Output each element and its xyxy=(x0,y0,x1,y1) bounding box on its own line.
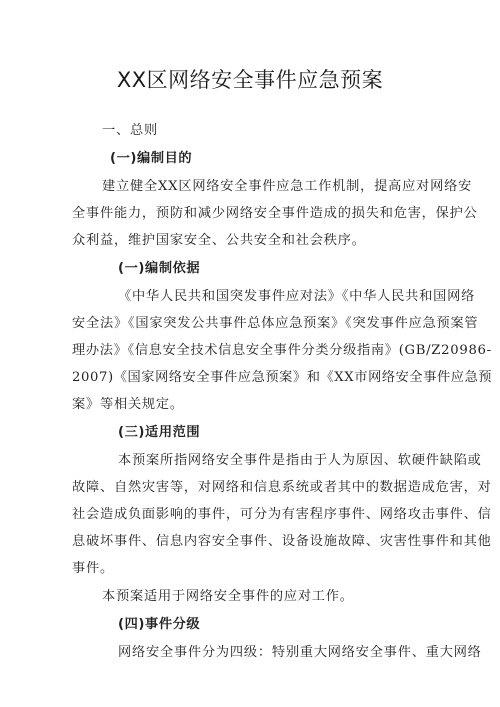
scope-line-4: 息破坏事件、信息内容安全事件、设备设施故障、灾害性事件和其他 xyxy=(72,534,492,549)
grading-line-1: 网络安全事件分为四级：特别重大网络安全事件、重大网络 xyxy=(118,645,482,660)
purpose-line-2: 全事件能力，预防和减少网络安全事件造成的损失和危害，保护公 xyxy=(72,206,478,221)
basis-line-3: 理办法》《信息安全技术信息安全事件分类分级指南》(GB/Z20986- xyxy=(72,343,492,358)
scope-line-2: 故障、自然灾害等，对网络和信息系统或者其中的数据造成危害，对 xyxy=(72,480,492,495)
scope-line-3: 社会造成负面影响的事件，可分为有害程序事件、网络攻击事件、信 xyxy=(72,507,492,522)
document-title: XX区网络安全事件应急预案 xyxy=(116,68,384,92)
subsection-heading-purpose: (一)编制目的 xyxy=(110,151,193,166)
subsection-heading-grading: (四)事件分级 xyxy=(118,617,201,632)
basis-line-2: 安全法》《国家突发公共事件总体应急预案》《突发事件应急预案管 xyxy=(72,316,479,331)
basis-line-4: 2007)《国家网络安全事件应急预案》和《XX市网络安全事件应急预 xyxy=(72,370,493,385)
scope-line-5: 事件。 xyxy=(72,561,114,576)
purpose-line-1: 建立健全XX区网络安全事件应急工作机制，提高应对网络安 xyxy=(102,179,473,194)
basis-line-1: 《中华人民共和国突发事件应对法》《中华人民共和国网络 xyxy=(118,289,476,304)
basis-line-5: 案》等相关规定。 xyxy=(72,397,184,412)
subsection-heading-basis: (一)编制依据 xyxy=(118,261,201,276)
scope-applicability: 本预案适用于网络安全事件的应对工作。 xyxy=(102,589,354,604)
subsection-heading-scope: (三)适用范围 xyxy=(118,425,201,440)
purpose-line-3: 众利益，维护国家安全、公共安全和社会秩序。 xyxy=(72,233,366,248)
section-heading-general: 一、总则 xyxy=(102,123,158,138)
scope-line-1: 本预案所指网络安全事件是指由于人为原因、软硬件缺陷或 xyxy=(118,453,482,468)
